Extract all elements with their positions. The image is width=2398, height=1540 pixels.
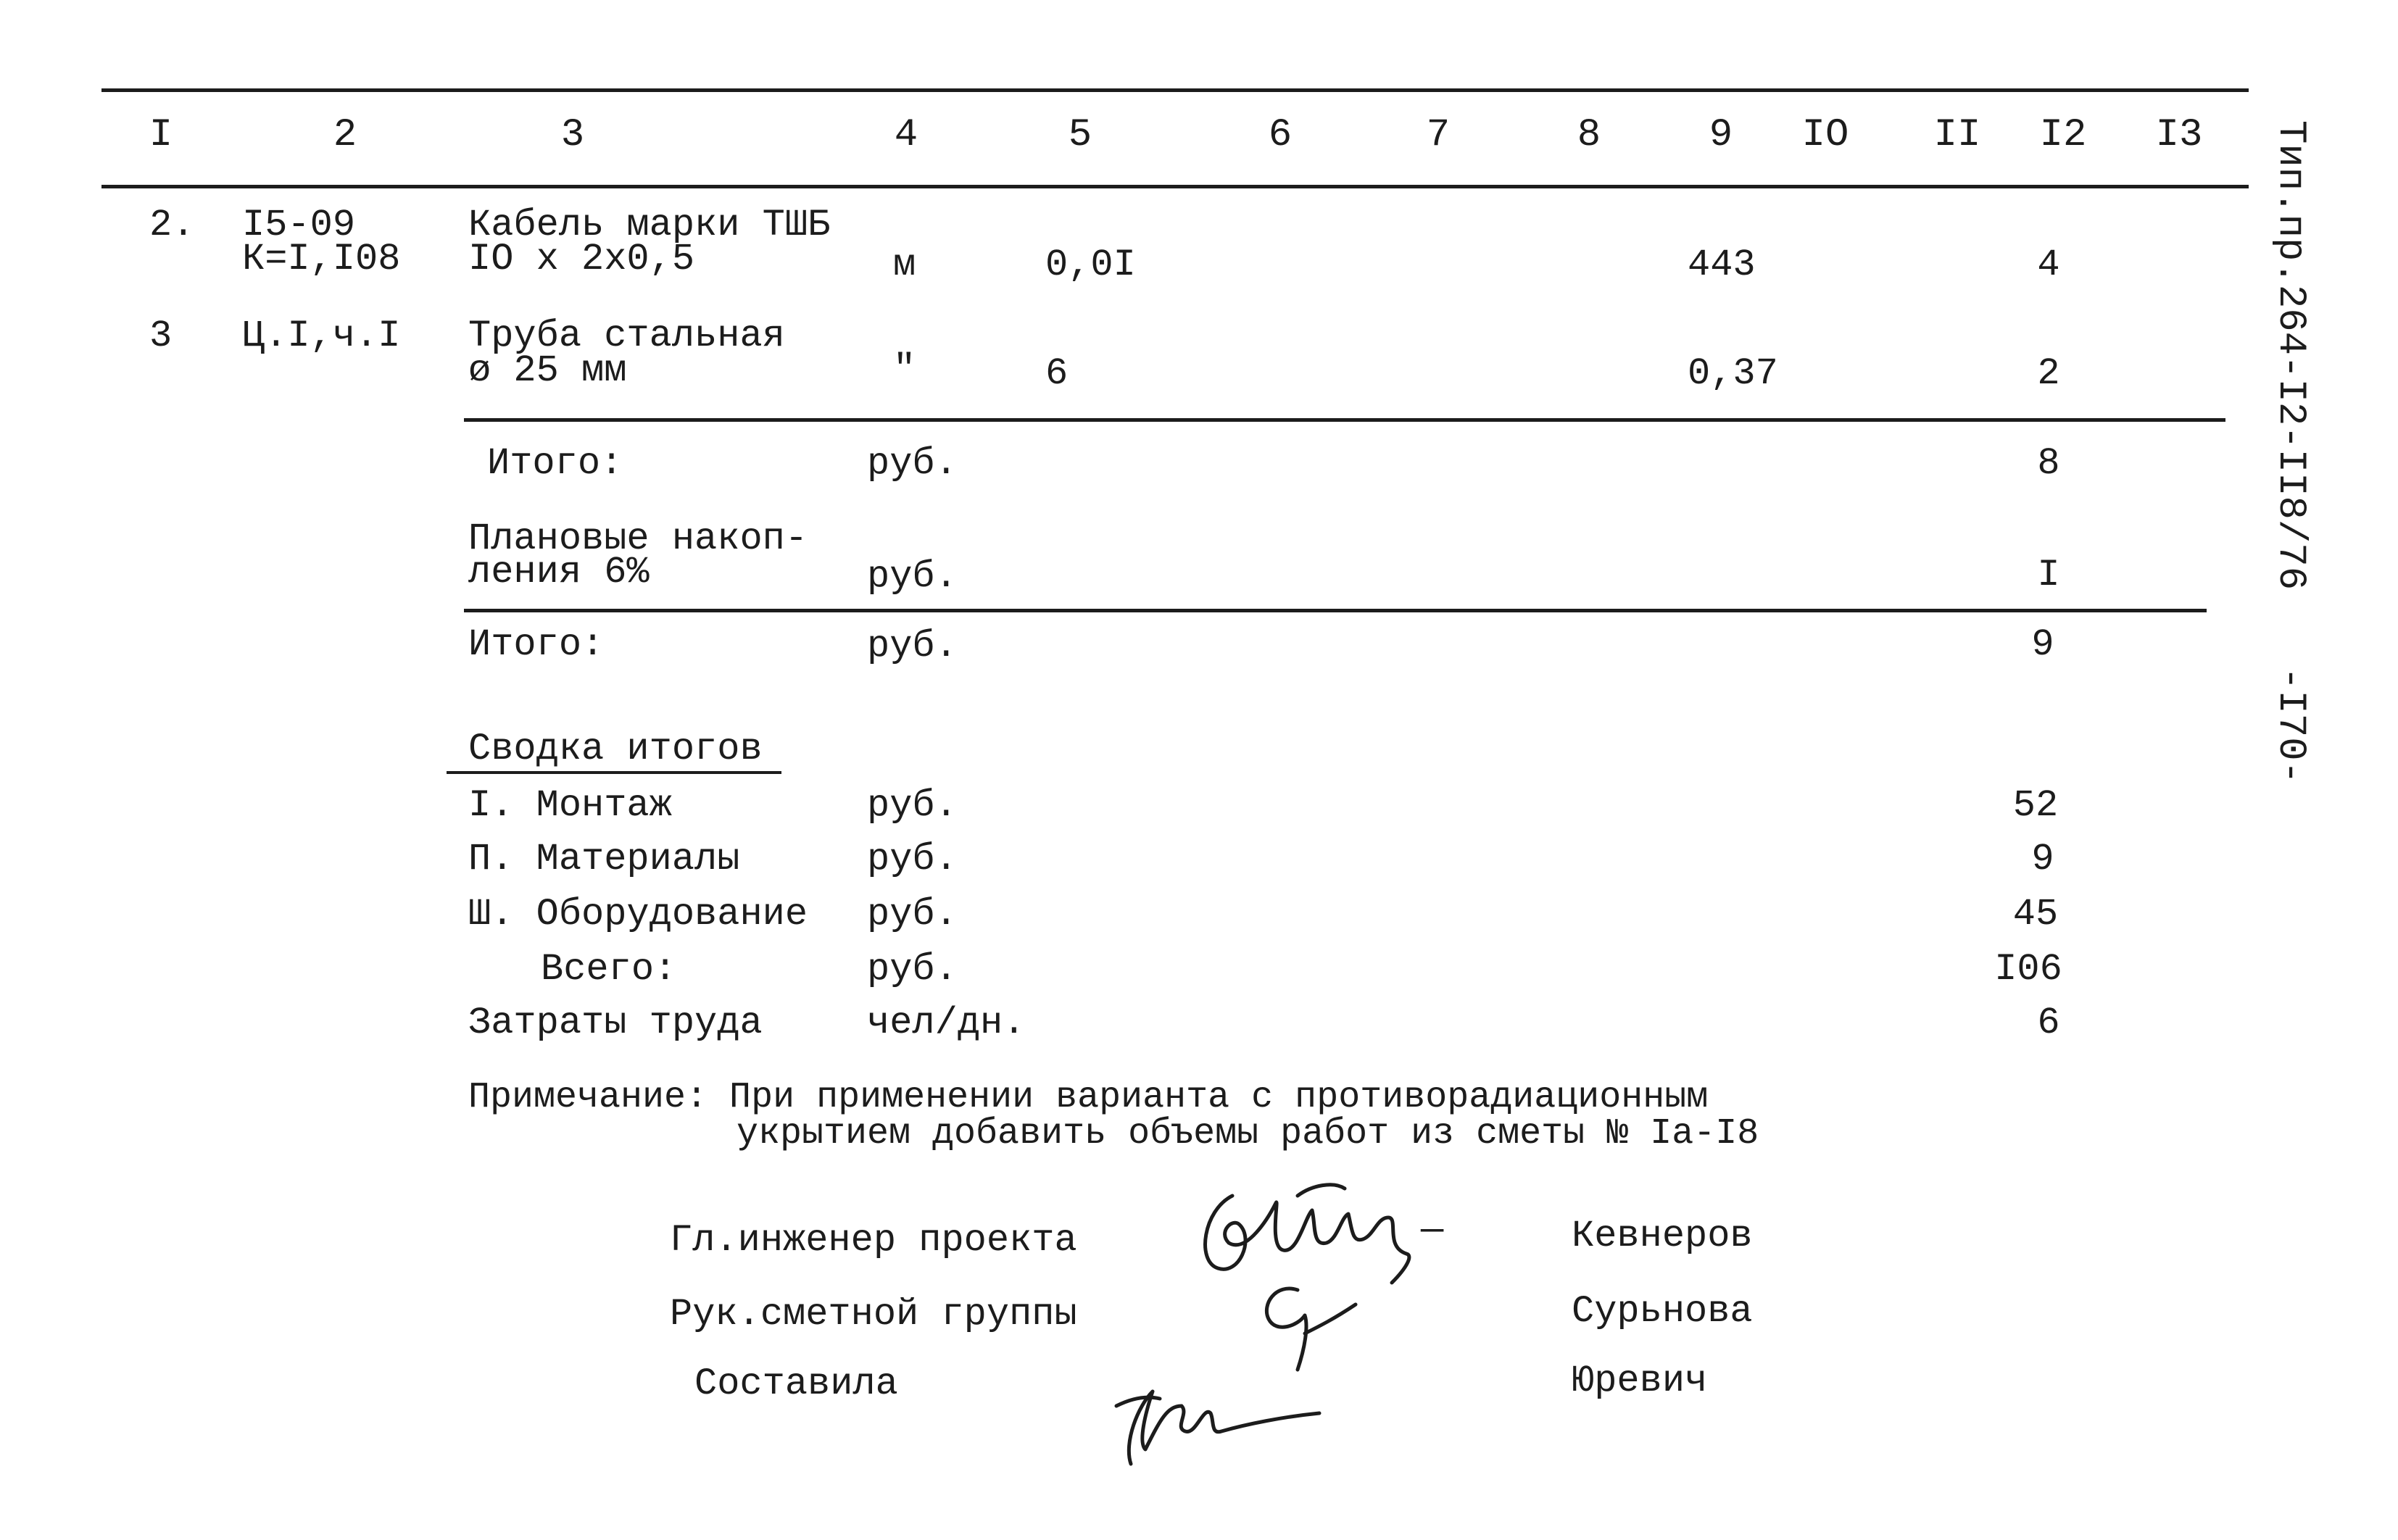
column-header: 4 (894, 113, 918, 157)
row-col9: 443 (1688, 244, 1756, 286)
summary-label: Затраты труда (468, 1002, 763, 1044)
total-unit: руб. (867, 625, 958, 667)
note-line: укрытием добавить объемы работ из сметы № Ia-I8 (737, 1113, 1759, 1154)
row-name: Кабель марки ТШБ (468, 204, 831, 246)
column-header: 7 (1426, 113, 1451, 157)
handwritten-signature (1247, 1275, 1392, 1377)
column-header: 6 (1268, 113, 1293, 157)
row-name: IO x 2x0,5 (468, 238, 695, 280)
summary-unit: чел/дн. (867, 1002, 1026, 1044)
column-header: 9 (1709, 113, 1733, 157)
row-col5: 0,0I (1045, 244, 1136, 286)
column-header: 5 (1068, 113, 1092, 157)
row-col9: 0,37 (1688, 352, 1778, 395)
summary-value: 52 (2012, 784, 2059, 827)
header-bottom-rule (101, 185, 2249, 188)
table-top-rule (101, 88, 2249, 92)
summary-title: Сводка итогов (468, 728, 763, 770)
summary-label: Всего: (541, 948, 677, 991)
plan-label: Плановые накоп- (468, 517, 808, 560)
row-name: ø 25 мм (468, 349, 627, 392)
summary-label: Ш. Оборудование (468, 893, 808, 936)
column-header: II (1933, 113, 1981, 157)
handwritten-signature (1102, 1362, 1348, 1478)
note-line: Примечание: При применении варианта с противорадиационным (468, 1077, 1709, 1118)
column-header: IO (1801, 113, 1849, 157)
summary-unit: руб. (867, 948, 958, 991)
document-number: Тип.пр.264-I2-II8/76 (2268, 120, 2312, 591)
total-rule (464, 609, 2207, 612)
summary-title-underline (447, 771, 781, 774)
plan-label: ления 6% (468, 551, 650, 594)
row-col12: 4 (2037, 244, 2060, 286)
column-header: I2 (2039, 113, 2087, 157)
signer-name: Кевнеров (1572, 1215, 1753, 1257)
row-unit: " (893, 348, 916, 391)
total-unit: руб. (867, 442, 958, 485)
row-number: 3 (149, 315, 173, 357)
subtotal-rule (464, 418, 2225, 422)
signer-name: Юревич (1572, 1360, 1708, 1402)
summary-value: 9 (2031, 838, 2054, 881)
total-label: Итого: (487, 442, 623, 485)
summary-label: I. Монтаж (468, 784, 672, 827)
row-number: 2. (149, 204, 195, 246)
row-code: К=I,I08 (242, 238, 401, 280)
signer-name: Сурьнова (1572, 1290, 1753, 1333)
summary-unit: руб. (867, 784, 958, 827)
page-number: -I70- (2268, 667, 2312, 785)
signature-dash: — (1421, 1209, 1444, 1252)
row-code: I5-09 (242, 204, 356, 246)
summary-unit: руб. (867, 893, 958, 936)
signer-role: Гл.инженер проекта (670, 1219, 1077, 1262)
plan-value: I (2037, 554, 2060, 596)
row-code: Ц.I,ч.I (242, 315, 401, 357)
column-header: 3 (560, 113, 585, 157)
summary-unit: руб. (867, 838, 958, 881)
total-label: Итого: (468, 623, 605, 666)
summary-value: 45 (2012, 893, 2059, 936)
row-col5: 6 (1045, 352, 1069, 395)
summary-value: I06 (1994, 948, 2062, 991)
summary-label: П. Материалы (468, 838, 740, 881)
total-value: 9 (2031, 623, 2054, 666)
column-header: I3 (2155, 113, 2203, 157)
column-header: 2 (333, 113, 357, 157)
handwritten-signature (1189, 1174, 1435, 1290)
summary-value: 6 (2037, 1002, 2060, 1044)
row-name: Труба стальная (468, 315, 785, 357)
signer-role: Составила (694, 1362, 898, 1405)
total-value: 8 (2037, 442, 2060, 485)
row-col12: 2 (2037, 352, 2060, 395)
signer-role: Рук.сметной группы (670, 1293, 1077, 1336)
row-unit: м (893, 244, 916, 286)
plan-unit: руб. (867, 555, 958, 598)
column-header: 8 (1577, 113, 1601, 157)
column-header: I (149, 113, 173, 157)
